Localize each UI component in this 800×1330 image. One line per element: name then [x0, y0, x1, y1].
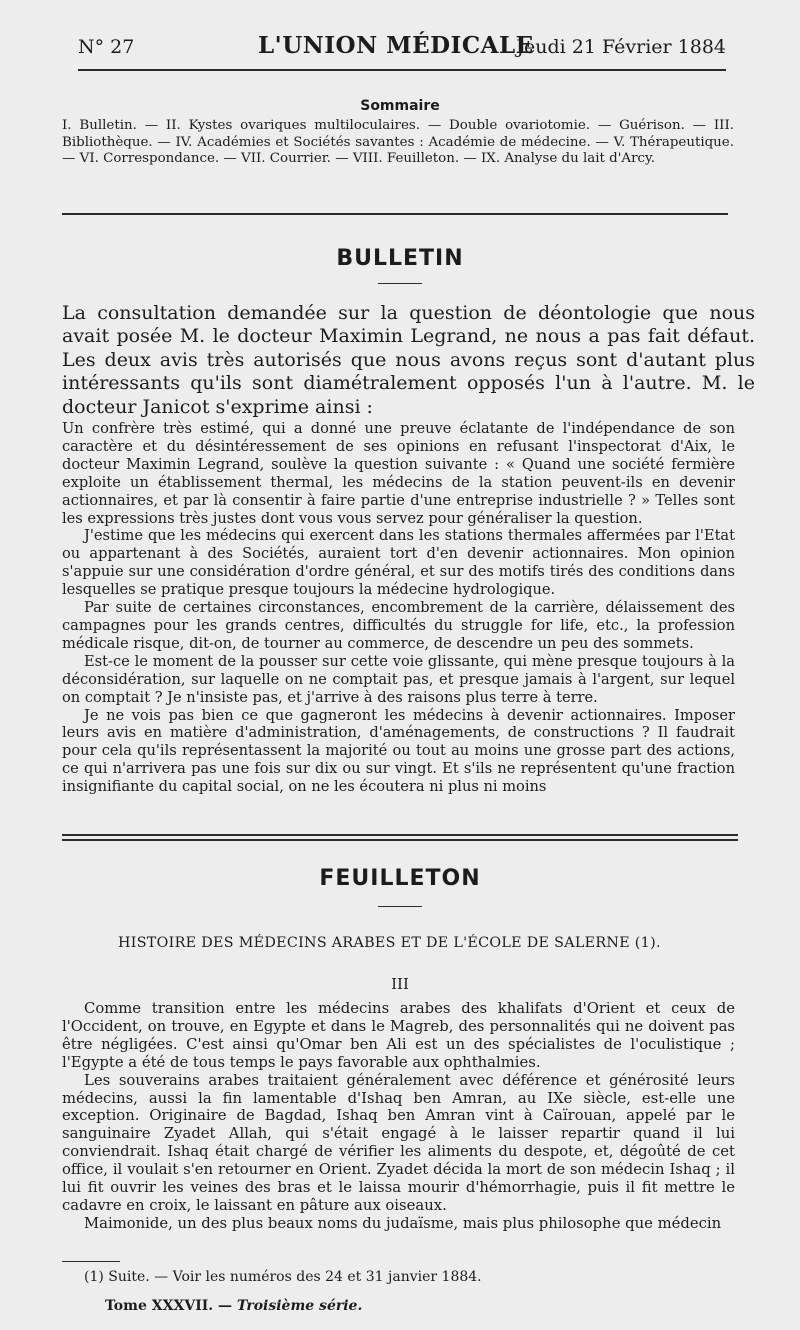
header-rule	[78, 69, 726, 71]
volume-series: Troisième série.	[236, 1298, 363, 1314]
feuilleton-paragraph: Comme transition entre les médecins arabes des khalifats d'Orient et ceux de l'Occident, on trouve, en Egypte et dans le Magreb, des personnalités qui ne doivent pas être négligées. C'est ainsi qu'Omar ben Ali est un des spécialistes de l'oculistique ; l'Egypte a été de tous temps le pays favorable aux ophthalmies.	[62, 1000, 735, 1071]
issue-number: N° 27	[78, 36, 135, 58]
feuilleton-underline	[378, 906, 422, 907]
feuilleton-heading: FEUILLETON	[319, 866, 481, 891]
feuilleton-subtitle: HISTOIRE DES MÉDECINS ARABES ET DE L'ÉCOLE DE SALERNE (1).	[118, 935, 661, 951]
masthead-title: L'UNION MÉDICALE	[258, 32, 534, 59]
bulletin-heading: BULLETIN	[336, 246, 464, 271]
sommaire-rule	[62, 213, 728, 215]
bulletin-paragraph: J'estime que les médecins qui exercent dans les stations thermales affermées par l'Etat ou appartenant à des Sociétés, auraient tort d'en devenir actionnaires. Mon opinion s'appuie sur une considération d'ordre général, et sur des motifs tirés des conditions dans lesquelles se pratique presque toujours la médecine hydrologique.	[62, 527, 735, 599]
bulletin-paragraph: Un confrère très estimé, qui a donné une preuve éclatante de l'indépendance de son caractère et du désintéressement de ses opinions en refusant l'inspectorat d'Aix, le docteur Maximin Legrand, soulève la question suivante : « Quand une société fermière exploite un établissement thermal, les médecins de la station peuvent-ils en devenir actionnaires, et par là consentir à faire partie d'une entreprise industrielle ? » Telles sont les expressions très justes dont vous vous servez pour généraliser la question.	[62, 420, 735, 527]
sommaire-heading: Sommaire	[360, 98, 440, 114]
sommaire-contents: I. Bulletin. — II. Kystes ovariques multiloculaires. — Double ovariotomie. — Guérison. — III. Bibliothèque. — IV. Académies et Sociétés savantes : Académie de médecine. — V. Thérapeutique. — VI. Correspondance. — VII. Courrier. — VIII. Feuilleton. — IX. Analyse du lait d'Arcy.	[62, 118, 734, 167]
bulletin-paragraph: Est-ce le moment de la pousser sur cette voie glissante, qui mène presque toujours à la déconsidération, sur laquelle on ne comptait pas, et presque jamais à l'argent, sur lequel on comptait ? Je n'insiste pas, et j'arrive à des raisons plus terre à terre.	[62, 652, 735, 706]
feuilleton-paragraph: Les souverains arabes traitaient généralement avec déférence et générosité leurs médecins, aussi la fin lamentable d'Ishaq ben Amran, au IXe siècle, est-elle une exception. Originaire de Bagdad, Ishaq ben Amran vint à Caïrouan, appelé par le sanguinaire Zyadet Allah, qui s'était engagé à le laisser repartir quand il lui conviendrait. Ishaq était chargé de vérifier les aliments du despote, et, dégoûté de cet office, il voulait s'en retourner en Orient. Zyadet décida la mort de son médecin Ishaq ; il lui fit ouvrir les veines des bras et le laissa mourir d'hémorrhagie, puis il fit mettre le cadavre en croix, le laissant en pâture aux oiseaux.	[62, 1071, 735, 1214]
footnote: (1) Suite. — Voir les numéros des 24 et 31 janvier 1884.	[84, 1269, 482, 1285]
bulletin-intro: La consultation demandée sur la question de déontologie que nous avait posée M. le docteur Maximin Legrand, ne nous a pas fait défaut. Les deux avis très autorisés que nous avons reçus sont d'autant plus intéressants qu'ils sont diamétralement opposés l'un à l'autre. M. le docteur Janicot s'exprime ainsi :	[62, 302, 755, 418]
volume-line	[105, 1298, 362, 1314]
issue-date: Jeudi 21 Février 1884	[516, 36, 726, 58]
feuilleton-double-rule-bottom	[62, 839, 738, 841]
volume-number: Tome XXXVII. —	[105, 1298, 233, 1314]
page-header	[78, 32, 726, 68]
feuilleton-paragraph: Maimonide, un des plus beaux noms du judaïsme, mais plus philosophe que médecin	[84, 1214, 722, 1232]
footnote-rule	[62, 1261, 120, 1262]
bulletin-paragraph: Par suite de certaines circonstances, encombrement de la carrière, délaissement des campagnes pour les grands centres, difficultés du struggle for life, etc., la profession médicale risque, dit-on, de tourner au commerce, de descendre un peu des sommets.	[62, 599, 735, 652]
bulletin-paragraph: Je ne vois pas bien ce que gagneront les médecins à devenir actionnaires. Imposer leurs avis en matière d'administration, d'aménagements, de constructions ? Il faudrait pour cela qu'ils représentassent la majorité ou tout au moins une grosse part des actions, ce qui n'arrivera pas une fois sur dix ou sur vingt. Et s'ils ne représentent qu'une fraction insignifiante du capital social, on ne les écoutera ni plus ni moins	[62, 706, 735, 796]
bulletin-underline	[378, 283, 422, 284]
chapter-number: III	[391, 975, 409, 993]
feuilleton-body	[62, 1000, 735, 1233]
bulletin-body	[62, 420, 735, 796]
feuilleton-double-rule-top	[62, 834, 738, 836]
